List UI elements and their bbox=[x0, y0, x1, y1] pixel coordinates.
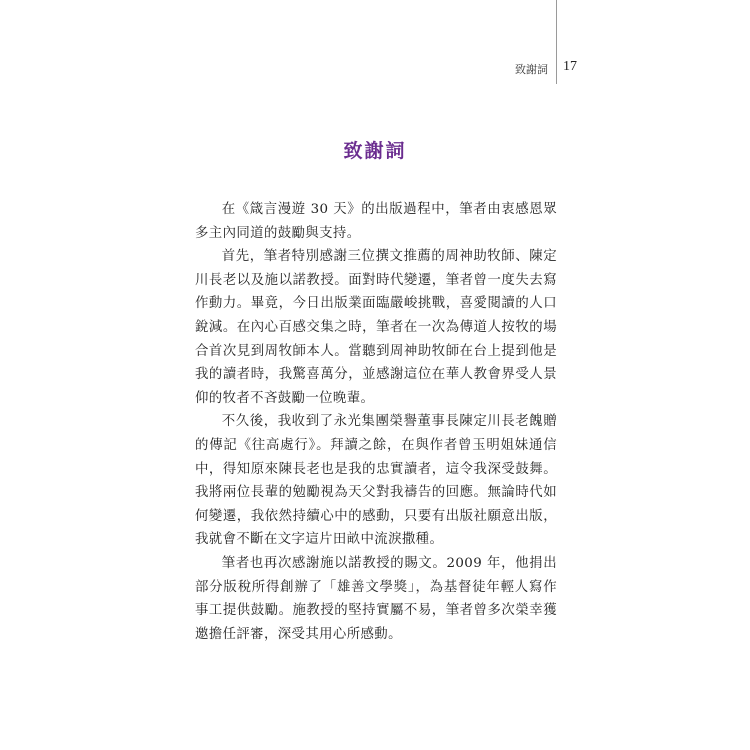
header-divider bbox=[556, 0, 557, 84]
paragraph: 筆者也再次感謝施以諾教授的賜文。2009 年，他捐出部分版稅所得創辦了「雄善文學獎」，為基督徒年輕人寫作事工提供鼓勵。施教授的堅持實屬不易，筆者曾多次榮幸獲邀擔任評審，深受其用心所感動。 bbox=[195, 555, 557, 642]
paragraph: 不久後，我收到了永光集團榮譽董事長陳定川長老餽贈的傳記《往高處行》。拜讀之餘，在與作者曾玉明姐妹通信中，得知原來陳長老也是我的忠實讀者，這令我深受鼓舞。我將兩位長輩的勉勵視為天父對我禱告的回應。無論時代如何變遷，我依然持續心中的感動，只要有出版社願意出版，我就會不斷在文字這片田畝中流淚撒種。 bbox=[195, 414, 557, 548]
running-head: 致謝詞 bbox=[515, 63, 548, 76]
chapter-title: 致謝詞 bbox=[343, 140, 407, 162]
paragraph: 首先，筆者特別感謝三位撰文推薦的周神助牧師、陳定川長老以及施以諾教授。面對時代變遷，筆者曾一度失去寫作動力。畢竟，今日出版業面臨嚴峻挑戰，喜愛閱讀的人口銳減。在內心百感交集之時，筆者在一次為傳道人按牧的場合首次見到周牧師本人。當聽到周神助牧師在台上提到他是我的讀者時，我驚喜萬分，並感謝這位在華人教會界受人景仰的牧者不吝鼓勵一位晚輩。 bbox=[195, 249, 557, 406]
page-number: 17 bbox=[563, 59, 577, 74]
body-text bbox=[195, 198, 557, 646]
paragraph: 在《箴言漫遊 30 天》的出版過程中，筆者由衷感恩眾多主內同道的鼓勵與支持。 bbox=[195, 202, 557, 241]
